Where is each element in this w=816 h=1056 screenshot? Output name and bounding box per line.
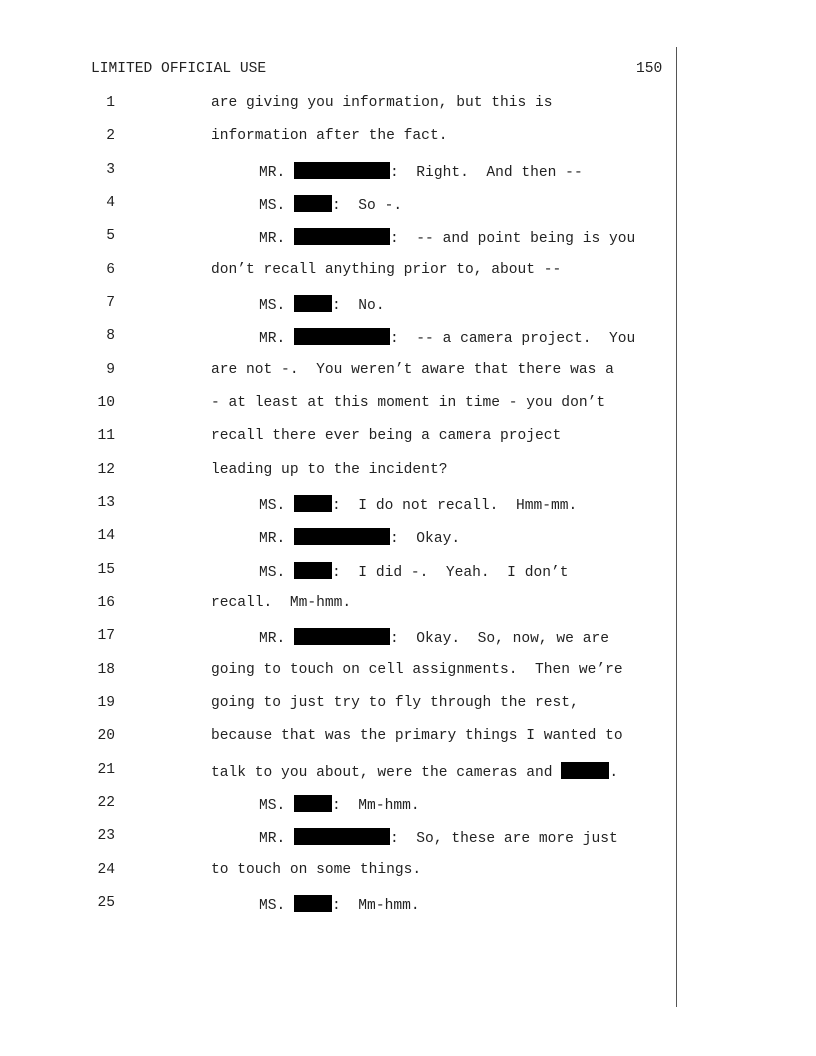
- transcript-line: [0, 395, 816, 415]
- line-number: 25: [97, 895, 115, 911]
- line-text: [259, 528, 460, 547]
- redaction-box: [294, 195, 332, 212]
- speech-text: : I do not recall. Hmm-mm.: [332, 498, 578, 514]
- line-number: 18: [97, 662, 115, 678]
- redaction-box: [294, 628, 390, 645]
- line-text: don’t recall anything prior to, about --: [211, 262, 562, 278]
- speaker-prefix: MS.: [259, 198, 295, 214]
- transcript-line: [0, 562, 816, 582]
- transcript-line: [0, 428, 816, 448]
- line-number: 17: [97, 628, 115, 644]
- redaction-box: [294, 328, 390, 345]
- line-number: 24: [97, 862, 115, 878]
- line-text: leading up to the incident?: [211, 462, 448, 478]
- speaker-prefix: MS.: [259, 898, 295, 914]
- speaker-prefix: MS.: [259, 498, 295, 514]
- line-text: [211, 762, 618, 781]
- speaker-prefix: MR.: [259, 331, 295, 347]
- line-text: [259, 895, 420, 914]
- transcript-line: [0, 728, 816, 748]
- transcript-line: [0, 662, 816, 682]
- speech-text: : -- a camera project. You: [390, 331, 636, 347]
- speaker-prefix: MR.: [259, 831, 295, 847]
- transcript-line: [0, 495, 816, 515]
- transcript-line: [0, 628, 816, 648]
- transcript-line: [0, 528, 816, 548]
- speech-text: : So, these are more just: [390, 831, 618, 847]
- speaker-prefix: MR.: [259, 631, 295, 647]
- transcript-line: [0, 262, 816, 282]
- redaction-box: [294, 495, 332, 512]
- speech-text: : I did -. Yeah. I don’t: [332, 565, 569, 581]
- page-number: 150: [636, 61, 663, 77]
- speech-text: : Right. And then --: [390, 165, 583, 181]
- speech-text: .: [609, 765, 619, 781]
- line-number: 9: [106, 362, 115, 378]
- line-number: 5: [106, 228, 115, 244]
- speaker-prefix: MS.: [259, 798, 295, 814]
- line-text: are giving you information, but this is: [211, 95, 553, 111]
- line-number: 21: [97, 762, 115, 778]
- redaction-box: [294, 795, 332, 812]
- redaction-box: [294, 295, 332, 312]
- speech-text: : -- and point being is you: [390, 231, 636, 247]
- transcript-line: [0, 162, 816, 182]
- transcript-line: [0, 228, 816, 248]
- line-text: [259, 195, 402, 214]
- line-text: [259, 795, 420, 814]
- transcript-line: [0, 595, 816, 615]
- transcript-line: [0, 862, 816, 882]
- speaker-prefix: MR.: [259, 531, 295, 547]
- line-text: because that was the primary things I wanted to: [211, 728, 623, 744]
- line-number: 3: [106, 162, 115, 178]
- line-number: 7: [106, 295, 115, 311]
- speech-text: : Okay. So, now, we are: [390, 631, 609, 647]
- line-text: [259, 162, 583, 181]
- line-number: 6: [106, 262, 115, 278]
- line-text: [259, 295, 385, 314]
- line-number: 10: [97, 395, 115, 411]
- line-text: are not -. You weren’t aware that there was a: [211, 362, 614, 378]
- line-text: [259, 828, 618, 847]
- line-text: [259, 228, 635, 247]
- speaker-prefix: MR.: [259, 165, 295, 181]
- transcript-line: [0, 895, 816, 915]
- redaction-box: [561, 762, 609, 779]
- speech-text: : Mm-hmm.: [332, 898, 420, 914]
- line-text: to touch on some things.: [211, 862, 422, 878]
- line-text: [259, 562, 569, 581]
- line-text: recall. Mm-hmm.: [211, 595, 352, 611]
- line-number: 20: [97, 728, 115, 744]
- line-text: [259, 328, 635, 347]
- transcript-line: [0, 795, 816, 815]
- line-number: 19: [97, 695, 115, 711]
- speech-text: : Mm-hmm.: [332, 798, 420, 814]
- speaker-prefix: MS.: [259, 565, 295, 581]
- speech-text: : So -.: [332, 198, 403, 214]
- redaction-box: [294, 562, 332, 579]
- line-text: information after the fact.: [211, 128, 448, 144]
- page-header-classification: LIMITED OFFICIAL USE: [91, 61, 267, 77]
- transcript-line: [0, 362, 816, 382]
- line-number: 1: [106, 95, 115, 111]
- redaction-box: [294, 162, 390, 179]
- line-number: 2: [106, 128, 115, 144]
- line-number: 22: [97, 795, 115, 811]
- redaction-box: [294, 895, 332, 912]
- transcript-line: [0, 128, 816, 148]
- line-text: [259, 628, 609, 647]
- redaction-box: [294, 828, 390, 845]
- line-number: 8: [106, 328, 115, 344]
- line-number: 4: [106, 195, 115, 211]
- transcript-line: [0, 762, 816, 782]
- redaction-box: [294, 228, 390, 245]
- line-number: 16: [97, 595, 115, 611]
- line-number: 11: [97, 428, 115, 444]
- speech-text: talk to you about, were the cameras and: [211, 765, 562, 781]
- transcript-line: [0, 328, 816, 348]
- transcript-line: [0, 195, 816, 215]
- transcript-line: [0, 295, 816, 315]
- transcript-line: [0, 828, 816, 848]
- transcript-line: [0, 695, 816, 715]
- line-number: 14: [97, 528, 115, 544]
- transcript-line: [0, 462, 816, 482]
- speaker-prefix: MR.: [259, 231, 295, 247]
- redaction-box: [294, 528, 390, 545]
- line-number: 12: [97, 462, 115, 478]
- line-number: 23: [97, 828, 115, 844]
- speech-text: : Okay.: [390, 531, 461, 547]
- line-number: 13: [97, 495, 115, 511]
- line-text: going to just try to fly through the rest,: [211, 695, 579, 711]
- line-text: [259, 495, 577, 514]
- line-text: - at least at this moment in time - you don’t: [211, 395, 606, 411]
- line-text: recall there ever being a camera project: [211, 428, 562, 444]
- speaker-prefix: MS.: [259, 298, 295, 314]
- transcript-line: [0, 95, 816, 115]
- line-text: going to touch on cell assignments. Then we’re: [211, 662, 623, 678]
- line-number: 15: [97, 562, 115, 578]
- speech-text: : No.: [332, 298, 385, 314]
